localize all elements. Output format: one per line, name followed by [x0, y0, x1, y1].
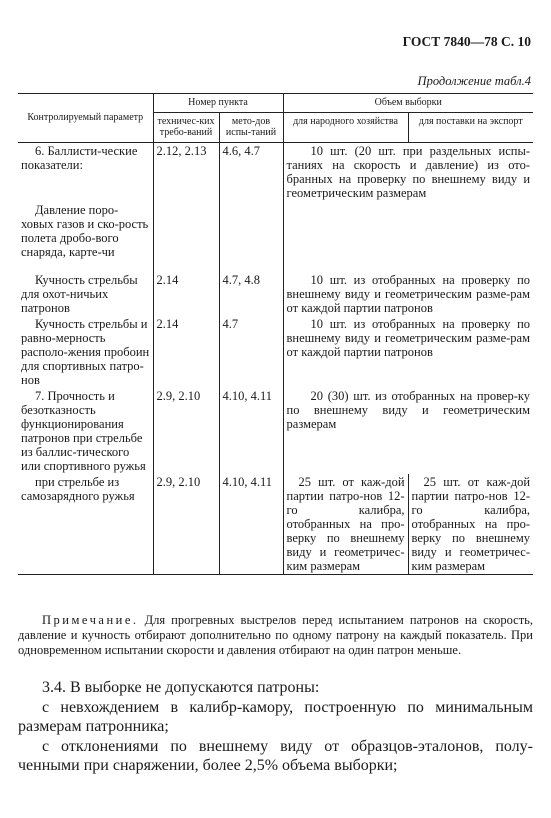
header-domestic: для народного хозяйства — [283, 112, 408, 142]
row-volume-export: 25 шт. от каж-дой партии патро-нов 12-го калибра, отобранных на про-верку по внешнему виду и геометричес-ким размерам — [408, 474, 533, 575]
body-section — [18, 678, 533, 776]
table-row — [18, 316, 533, 388]
section-3-4-heading: 3.4. В выборке не допускаются патроны: — [42, 679, 320, 696]
row-volume: 10 шт. из отобранных на проверку по внешнему виду и геометрическим разме-рам от каждой партии патронов — [283, 272, 533, 316]
row-method: 4.7, 4.8 — [219, 272, 283, 316]
row-volume-domestic: 25 шт. от каж-дой партии патро-нов 12-го калибра, отобранных на про-верку по внешнему виду и геометричес-ким размерам — [283, 474, 408, 575]
table-row — [18, 474, 533, 575]
row-volume: 10 шт. из отобранных на проверку по внешнему виду и геометрическим разме-рам от каждой партии патронов — [283, 316, 533, 388]
row-method: 4.6, 4.7 — [219, 142, 283, 202]
row-volume: 10 шт. (20 шт. при раздельных испы-таниях на скорость и давление) из ото-бранных на проверку по внешнему виду и геометрическим размерам — [283, 142, 533, 202]
row-method — [219, 202, 283, 272]
note-label: Примечание. — [42, 613, 139, 627]
header-methods: мето-дов испы-таний — [219, 112, 283, 142]
header-export: для поставки на экспорт — [408, 112, 533, 142]
table-row — [18, 388, 533, 474]
note-text: Для прогревных выстрелов перед испытанием патронов на скорость, давление и кучность отбирают дополнительно по одному патрону на каждый показатель. При одновременном испытании скорости и давления отбирают на один патрон меньше. — [18, 613, 533, 657]
row-tech: 2.14 — [153, 272, 219, 316]
row-tech: 2.9, 2.10 — [153, 388, 219, 474]
row-param: 7. Прочность и безотказность функционирования патронов при стрельбе из баллис-тического или спортивного ружья — [18, 388, 153, 474]
row-volume: 20 (30) шт. из отобранных на провер-ку по внешнему виду и геометрическим размерам — [283, 388, 533, 474]
row-param: при стрельбе из самозарядного ружья — [18, 474, 153, 575]
table-note — [18, 613, 533, 658]
row-method: 4.10, 4.11 — [219, 474, 283, 575]
row-param: 6. Баллисти-ческие показатели: — [18, 142, 153, 202]
row-param: Кучность стрельбы и равно-мерность располо-жения пробоин для спортивных патро-нов — [18, 316, 153, 388]
row-tech: 2.9, 2.10 — [153, 474, 219, 575]
table-row — [18, 272, 533, 316]
row-param: Давление поро-ховых газов и ско-рость полета дробо-вого снаряда, карте-чи — [18, 202, 153, 272]
header-param: Контролируемый параметр — [18, 94, 153, 143]
page-header: ГОСТ 7840—78 С. 10 — [402, 34, 531, 49]
header-point-number: Номер пункта — [153, 94, 283, 113]
table-row — [18, 202, 533, 272]
row-tech — [153, 202, 219, 272]
table-row — [18, 142, 533, 202]
sample-volume-table — [18, 93, 533, 575]
row-tech: 2.12, 2.13 — [153, 142, 219, 202]
header-tech-req: техничес-ких требо-ваний — [153, 112, 219, 142]
header-sample-volume: Объем выборки — [283, 94, 533, 113]
row-volume — [283, 202, 533, 272]
row-tech: 2.14 — [153, 316, 219, 388]
row-method: 4.7 — [219, 316, 283, 388]
row-param: Кучность стрельбы для охот-ничьих патронов — [18, 272, 153, 316]
body-paragraph: с невхождением в калибр-камору, построенную по минимальным размерам патронника; — [18, 698, 533, 735]
row-method: 4.10, 4.11 — [219, 388, 283, 474]
table-continuation-label: Продолжение табл.4 — [417, 74, 531, 88]
body-paragraph: с отклонениями по внешнему виду от образцов-эталонов, полу-ченными при снаряжении, более 2,5% объема выборки; — [18, 737, 533, 774]
